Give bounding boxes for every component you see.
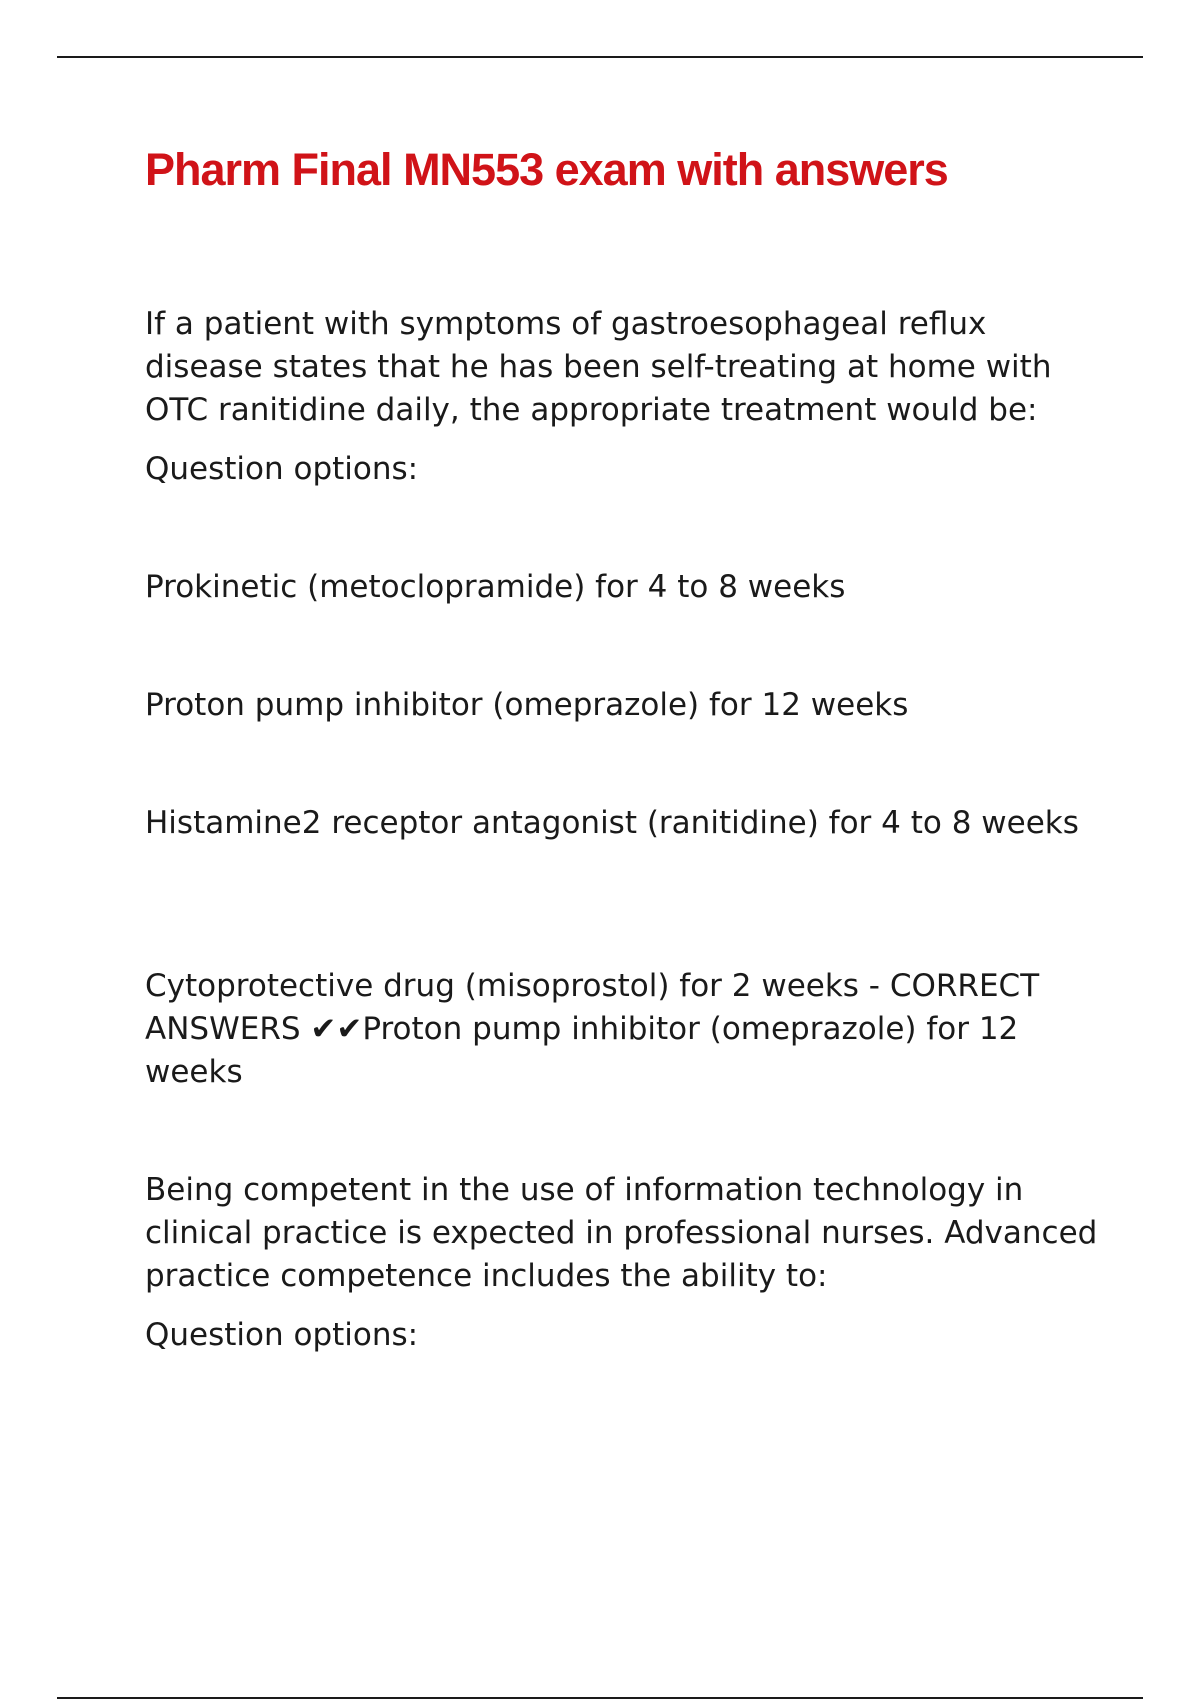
question-2-options-label: Question options: (145, 1317, 419, 1353)
question-2-text: Being competent in the use of information technology in clinical practice is expected in professional nurses. Advanced practice competence includes the ability to: (145, 1172, 1098, 1294)
top-rule (57, 56, 1143, 58)
question-1-option-1: Prokinetic (metoclopramide) for 4 to 8 weeks (145, 569, 846, 605)
question-1-option-3: Histamine2 receptor antagonist (ranitidine) for 4 to 8 weeks (145, 805, 1079, 841)
question-1-option-4-with-answer: Cytoprotective drug (misoprostol) for 2 weeks - CORRECT ANSWERS ✔✔Proton pump inhibitor (omeprazole) for 12 weeks (145, 968, 1040, 1090)
document-title: Pharm Final MN553 exam with answers (145, 144, 948, 195)
question-1-text: If a patient with symptoms of gastroesophageal reflux disease states that he has been self-treating at home with OTC ranitidine daily, the appropriate treatment would be: (145, 306, 1052, 428)
bottom-rule (57, 1697, 1143, 1699)
question-1-options-label: Question options: (145, 451, 419, 487)
question-1-option-2: Proton pump inhibitor (omeprazole) for 12 weeks (145, 687, 909, 723)
